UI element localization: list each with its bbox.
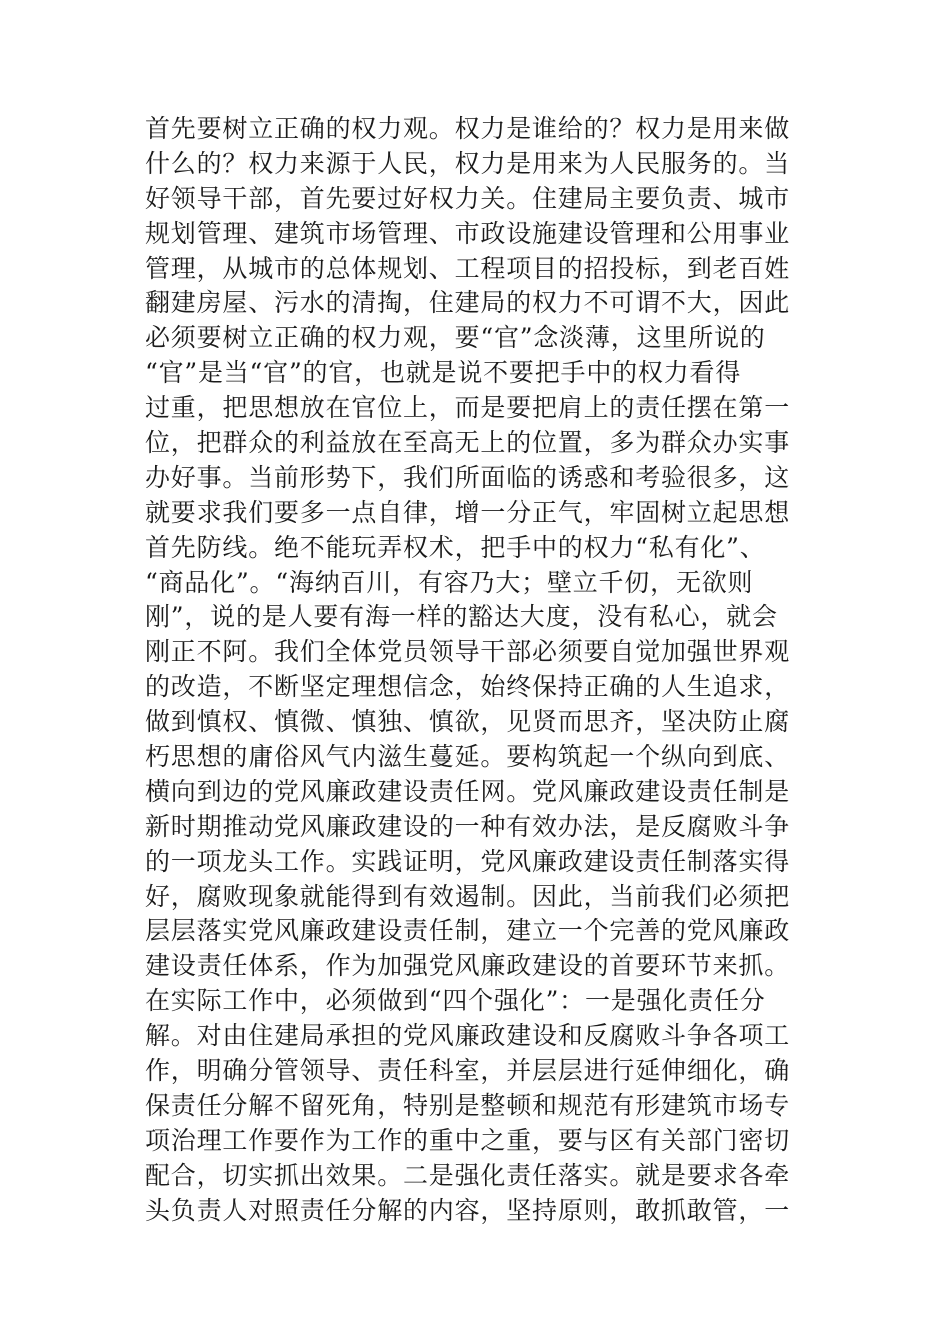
text-line-25: 建设责任体系，作为加强党风廉政建设的首要环节来抓。 (145, 951, 791, 981)
text-line-26: 在实际工作中，必须做到“四个强化”：一是强化责任分 (145, 986, 766, 1016)
text-line-10: 位，把群众的利益放在至高无上的位置，多为群众办实事 (145, 428, 791, 458)
text-line-2: 什么的？权力来源于人民，权力是用来为人民服务的。当 (145, 148, 791, 178)
text-line-23: 好，腐败现象就能得到有效遏制。因此，当前我们必须把 (145, 881, 791, 911)
text-line-20: 横向到边的党风廉政建设责任网。党风廉政建设责任制是 (145, 776, 791, 806)
text-line-12: 就要求我们要多一点自律，增一分正气，牢固树立起思想 (145, 497, 791, 527)
text-line-7: 必须要树立正确的权力观，要“官”念淡薄，这里所说的 (145, 323, 766, 353)
body-text (145, 112, 810, 1229)
text-line-29: 保责任分解不留死角，特别是整顿和规范有形建筑市场专 (145, 1090, 791, 1120)
text-line-6: 翻建房屋、污水的清掏，住建局的权力不可谓不大，因此 (145, 288, 791, 318)
text-line-22: 的一项龙头工作。实践证明，党风廉政建设责任制落实得 (145, 846, 791, 876)
text-line-8: “官”是当“官”的官，也就是说不要把手中的权力看得 (145, 358, 742, 388)
text-line-21: 新时期推动党风廉政建设的一种有效办法，是反腐败斗争 (145, 811, 791, 841)
text-line-31: 配合，切实抓出效果。二是强化责任落实。就是要求各牵 (145, 1160, 791, 1190)
text-line-1: 首先要树立正确的权力观。权力是谁给的？权力是用来做 (145, 114, 791, 143)
text-line-28: 作，明确分管领导、责任科室，并层层进行延伸细化，确 (145, 1056, 791, 1086)
text-line-27: 解。对由住建局承担的党风廉政建设和反腐败斗争各项工 (145, 1021, 791, 1051)
text-line-14: “商品化”。“海纳百川，有容乃大；壁立千仞，无欲则 (145, 567, 754, 597)
text-line-17: 的改造，不断坚定理想信念，始终保持正确的人生追求， (145, 672, 791, 702)
text-line-32: 头负责人对照责任分解的内容，坚持原则，敢抓敢管，一 (145, 1195, 791, 1225)
text-line-24: 层层落实党风廉政建设责任制，建立一个完善的党风廉政 (145, 916, 791, 946)
text-line-16: 刚正不阿。我们全体党员领导干部必须要自觉加强世界观 (145, 637, 791, 667)
text-line-9: 过重，把思想放在官位上，而是要把肩上的责任摆在第一 (145, 393, 791, 423)
text-line-15: 刚”，说的是人要有海一样的豁达大度，没有私心，就会 (145, 602, 778, 632)
text-line-18: 做到慎权、慎微、慎独、慎欲，见贤而思齐，坚决防止腐 (145, 707, 791, 737)
text-line-11: 办好事。当前形势下，我们所面临的诱惑和考验很多，这 (145, 462, 791, 492)
text-line-19: 朽思想的庸俗风气内滋生蔓延。要构筑起一个纵向到底、 (145, 742, 791, 772)
text-line-3: 好领导干部，首先要过好权力关。住建局主要负责、城市 (145, 183, 791, 213)
text-line-5: 管理，从城市的总体规划、工程项目的招投标，到老百姓 (145, 253, 791, 283)
text-line-13: 首先防线。绝不能玩弄权术，把手中的权力“私有化”、 (145, 532, 766, 562)
text-line-4: 规划管理、建筑市场管理、市政设施建设管理和公用事业 (145, 218, 791, 248)
text-line-30: 项治理工作要作为工作的重中之重，要与区有关部门密切 (145, 1125, 791, 1155)
